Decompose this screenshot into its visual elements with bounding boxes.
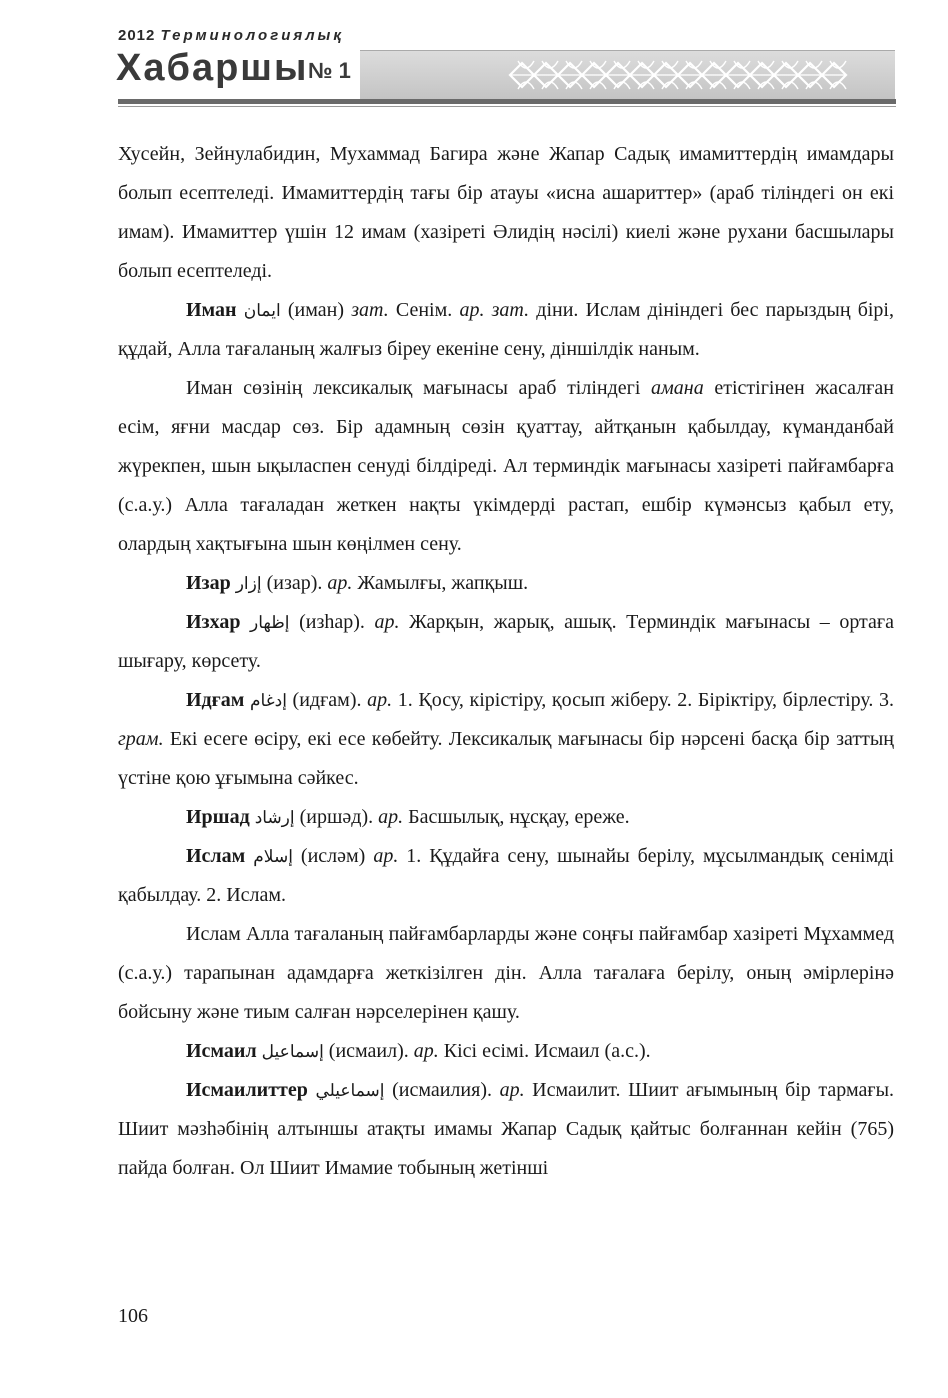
issue-number: № 1 — [308, 58, 351, 83]
arabic-word: إسماعيلي — [315, 1081, 385, 1100]
paragraph-iman-meaning: Иман сөзінің лексикалық мағынасы араб тіліндегі амана етістігінен жасалған есім, яғни масдар сөз. Бір адамның сөзін қуаттау, айтқанын қабылдау, күманданбай жүрекпен, шын ықыласпен сенуді білдіреді. Ал терминдік мағынасы хазіреті пайғамбарға (с.а.у.) Алла тағаладан жеткен нақты үкімдерді растап, ешбір күмәнсыз қабыл ету, олардың хақтығына шын көңілмен сену. — [118, 377, 894, 555]
arabic-word: إظهار — [250, 613, 290, 632]
header-ornament — [360, 50, 895, 99]
arabic-word: إزار — [235, 574, 262, 593]
header-rule — [118, 99, 896, 104]
journal-title: Хабаршы — [116, 47, 309, 89]
journal-series: Терминологиялық — [160, 27, 344, 44]
paragraph-shia-imams: Хусейн, Зейнулабидин, Мухаммад Багира және Жапар Садық имамиттердің имамдары болып есептеледі. Имамиттердің тағы бір атауы «исна ашариттер» (араб тіліндегі он екі имам). Имамиттер үшін 12 имам (хазіреті Әлидің нәсілі) киелі және рухани басшылары болып есептеледі. — [118, 143, 894, 282]
headword: Исмаилиттер — [186, 1079, 308, 1101]
headword: Иман — [186, 299, 237, 321]
headword: Исмаил — [186, 1040, 257, 1062]
entry-idgam: Идғам إدغام (идғам). ар. 1. Қосу, кірістіру, қосып жіберу. 2. Біріктіру, бірлестіру. 3. грам. Екі есеге өсіру, екі есе көбейту. Лексикалық мағынасы бір нәрсені басқа бір заттың үстіне қою ұғымына сәйкес. — [118, 689, 895, 789]
arabic-word: إسلام — [253, 847, 293, 866]
headword: Изхар — [186, 611, 241, 633]
journal-year: 2012 — [118, 27, 156, 44]
arabic-word: إرشاد — [254, 808, 295, 827]
entry-izhar: Изхар إظهار (изһар). ар. Жарқын, жарық, ашық. Терминдік мағынасы – ортаға шығару, көрсету. — [118, 611, 895, 672]
entry-islam: Ислам إسلام (исләм) ар. 1. Құдайға сену, шынайы берілу, мұсылмандық сенімді қабылдау. 2. Ислам. — [118, 845, 894, 906]
headword: Иршад — [186, 806, 250, 828]
journal-year-series — [118, 27, 344, 44]
arabic-word: إدغام — [250, 691, 287, 710]
paragraph-islam-meaning: Ислам Алла тағаланың пайғамбарларды және соңғы пайғамбар хазіреті Мұхаммед (с.а.у.) тарапынан адамдарға жеткізілген дін. Алла тағалаға берілу, оның әмірлерінә бойсыну және тиым салған нәрселерінен қашу. — [118, 923, 894, 1023]
entry-ismail: Исмаил إسماعيل (исмаил). ар. Кісі есімі. Исмаил (а.с.). — [186, 1040, 651, 1062]
arabic-word: إسماعيل — [261, 1042, 324, 1061]
entry-izar: Изар إزار (изар). ар. Жамылғы, жапқыш. — [186, 572, 529, 594]
headword: Идғам — [186, 689, 245, 711]
ornament-pattern-icon — [360, 51, 895, 99]
headword: Изар — [186, 572, 231, 594]
page-number: 106 — [118, 1305, 148, 1327]
entry-ismailites: Исмаилиттер إسماعيلي (исмаилия). ар. Исмаилит. Шиит ағымының бір тармағы. Шиит мәзһәбінің алтыншы атақты имамы Жапар Садық қайтыс болғаннан кейін (765) пайда болған. Ол Шиит Имамие тобының жетінші — [118, 1079, 895, 1179]
entry-irshad: Иршад إرشاد (иршәд). ар. Басшылық, нұсқау, ереже. — [186, 806, 630, 828]
arabic-word: ايمان — [243, 301, 281, 320]
entry-iman: Иман ايمان (иман) зат. Сенім. ар. зат. діни. Ислам дініндегі бес парыздың бірі, құдай, Алла тағаланың жалғыз біреу екеніне сену, діншілдік наным. — [118, 299, 894, 360]
headword: Ислам — [186, 845, 246, 867]
page-body — [118, 135, 894, 1188]
header-rule-thin — [118, 106, 896, 107]
